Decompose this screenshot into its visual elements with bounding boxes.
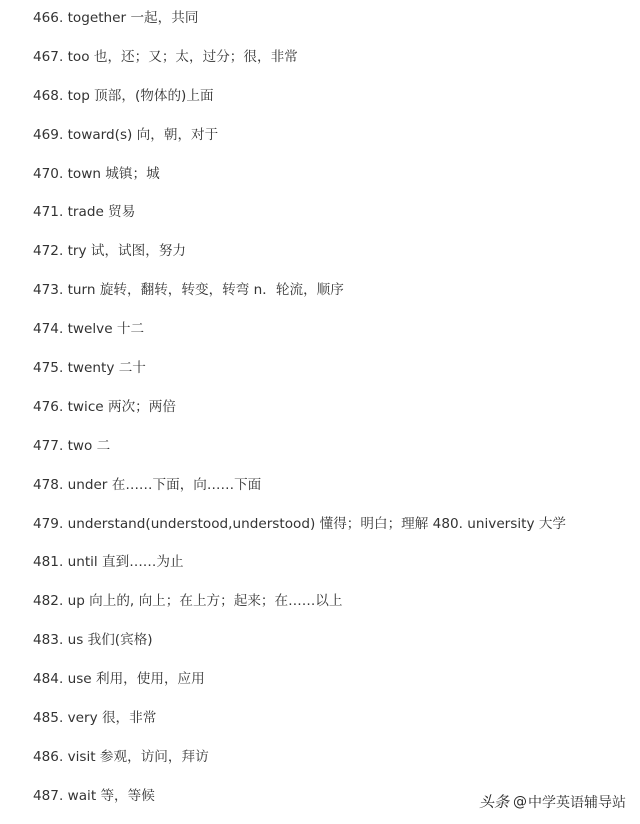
vocab-entry-485: 485. very 很，非常	[33, 710, 157, 727]
watermark-account-name: 中学英语辅导站	[528, 794, 626, 811]
vocab-entry-478: 478. under 在……下面，向……下面	[33, 476, 262, 493]
vocab-entry-471: 471. trade 贸易	[33, 204, 136, 221]
vocab-entry-476: 476. twice 两次；两倍	[33, 398, 176, 415]
vocab-entry-486: 486. visit 参观，访问，拜访	[33, 748, 209, 765]
vocab-entry-477: 477. two 二	[33, 437, 111, 454]
vocab-entry-472: 472. try 试，试图，努力	[33, 243, 187, 260]
vocab-entry-483: 483. us 我们(宾格)	[33, 632, 153, 649]
vocab-entry-479: 479. understand(understood,understood) 懂得；明白；理解 480. university 大学	[33, 515, 567, 532]
vocab-entry-475: 475. twenty 二十	[33, 360, 146, 377]
watermark	[479, 791, 626, 812]
vocab-entry-473: 473. turn 旋转，翻转，转变，转弯 n．轮流，顺序	[33, 282, 344, 299]
vocab-entry-482: 482. up 向上的, 向上；在上方；起来；在……以上	[33, 593, 343, 610]
vocab-entry-468: 468. top 顶部，(物体的)上面	[33, 87, 214, 104]
vocab-entry-470: 470. town 城镇；城	[33, 165, 160, 182]
vocab-entry-487: 487. wait 等，等候	[33, 787, 155, 804]
watermark-at-sign: @	[513, 793, 527, 810]
watermark-logo: 头条	[478, 793, 509, 811]
vocab-entry-474: 474. twelve 十二	[33, 321, 145, 338]
vocab-entry-467: 467. too 也，还；又；太，过分；很，非常	[33, 48, 298, 65]
vocab-entry-466: 466. together 一起，共同	[33, 10, 199, 26]
vocabulary-list	[33, 7, 633, 824]
vocab-entry-484: 484. use 利用，使用，应用	[33, 671, 205, 688]
vocab-entry-469: 469. toward(s) 向，朝，对于	[33, 126, 219, 143]
vocab-entry-481: 481. until 直到……为止	[33, 554, 184, 571]
